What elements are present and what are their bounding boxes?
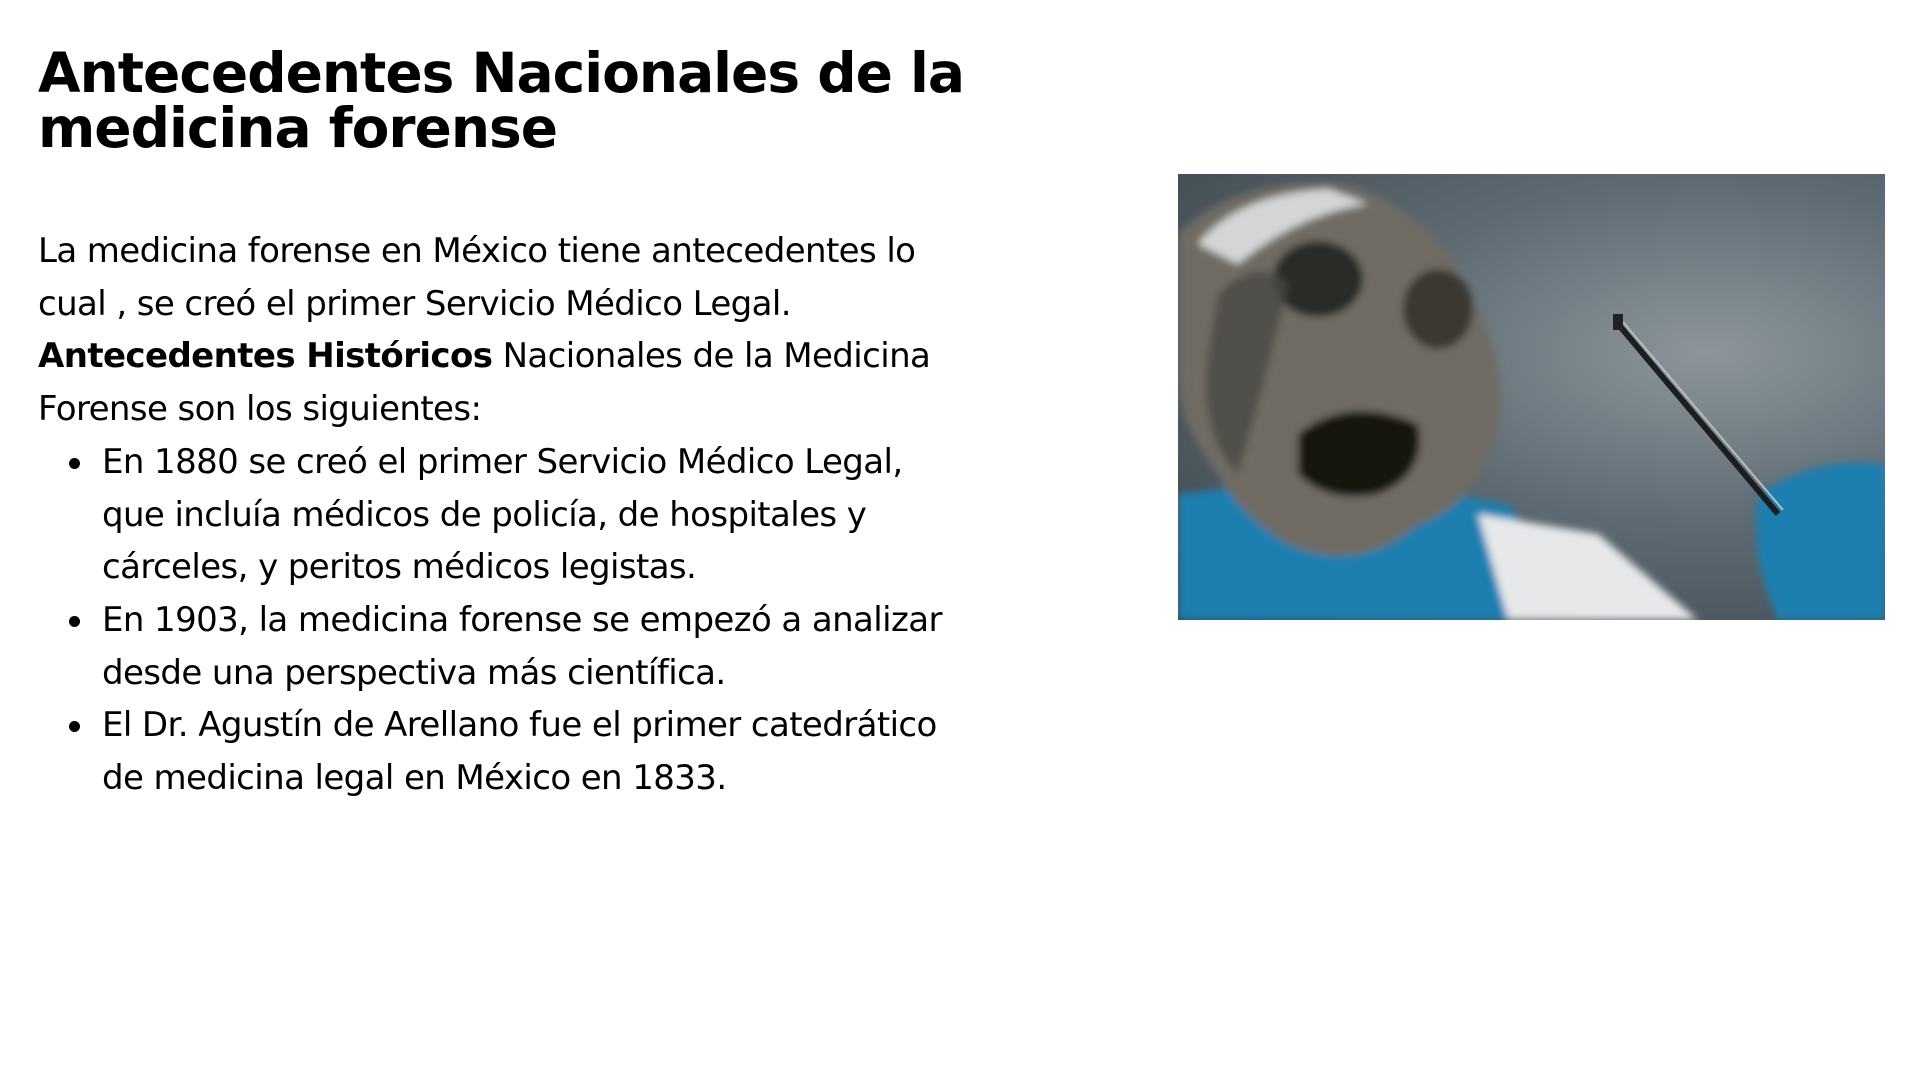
- bullet-dot-icon: [69, 721, 80, 732]
- title-line: Antecedentes Nacionales de la: [38, 41, 965, 105]
- bullet-line: El Dr. Agustín de Arellano fue el primer catedrático: [102, 705, 937, 746]
- bullet-line: que incluía médicos de policía, de hospitales y: [102, 494, 867, 535]
- title-line: medicina forense: [38, 96, 558, 160]
- bullet-line: desde una perspectiva más científica.: [102, 652, 726, 693]
- bullet-dot-icon: [69, 458, 80, 469]
- lead-rest: Nacionales de la Medicina: [492, 336, 931, 377]
- bullet-dot-icon: [69, 616, 80, 627]
- bullet-item: [38, 699, 942, 804]
- bullet-line: En 1880 se creó el primer Servicio Médico Legal,: [102, 441, 903, 482]
- bullet-line: de medicina legal en México en 1833.: [102, 758, 727, 799]
- slide-body: [38, 225, 942, 805]
- bold-lead: Antecedentes Históricos: [38, 336, 493, 377]
- bullet-line: En 1903, la medicina forense se empezó a analizar: [102, 599, 942, 640]
- bullet-line: cárceles, y peritos médicos legistas.: [102, 547, 697, 588]
- skull-illustration: [1178, 174, 1885, 620]
- bullet-item: [38, 436, 942, 594]
- intro-line: La medicina forense en México tiene antecedentes lo: [38, 231, 916, 271]
- intro-lead: [38, 330, 942, 383]
- intro-line: Forense son los siguientes:: [38, 389, 482, 430]
- bullet-item: [38, 594, 942, 699]
- slide-title: [38, 41, 965, 160]
- skull-photo: [1178, 174, 1885, 620]
- intro-line: cual , se creó el primer Servicio Médico Legal.: [38, 283, 791, 324]
